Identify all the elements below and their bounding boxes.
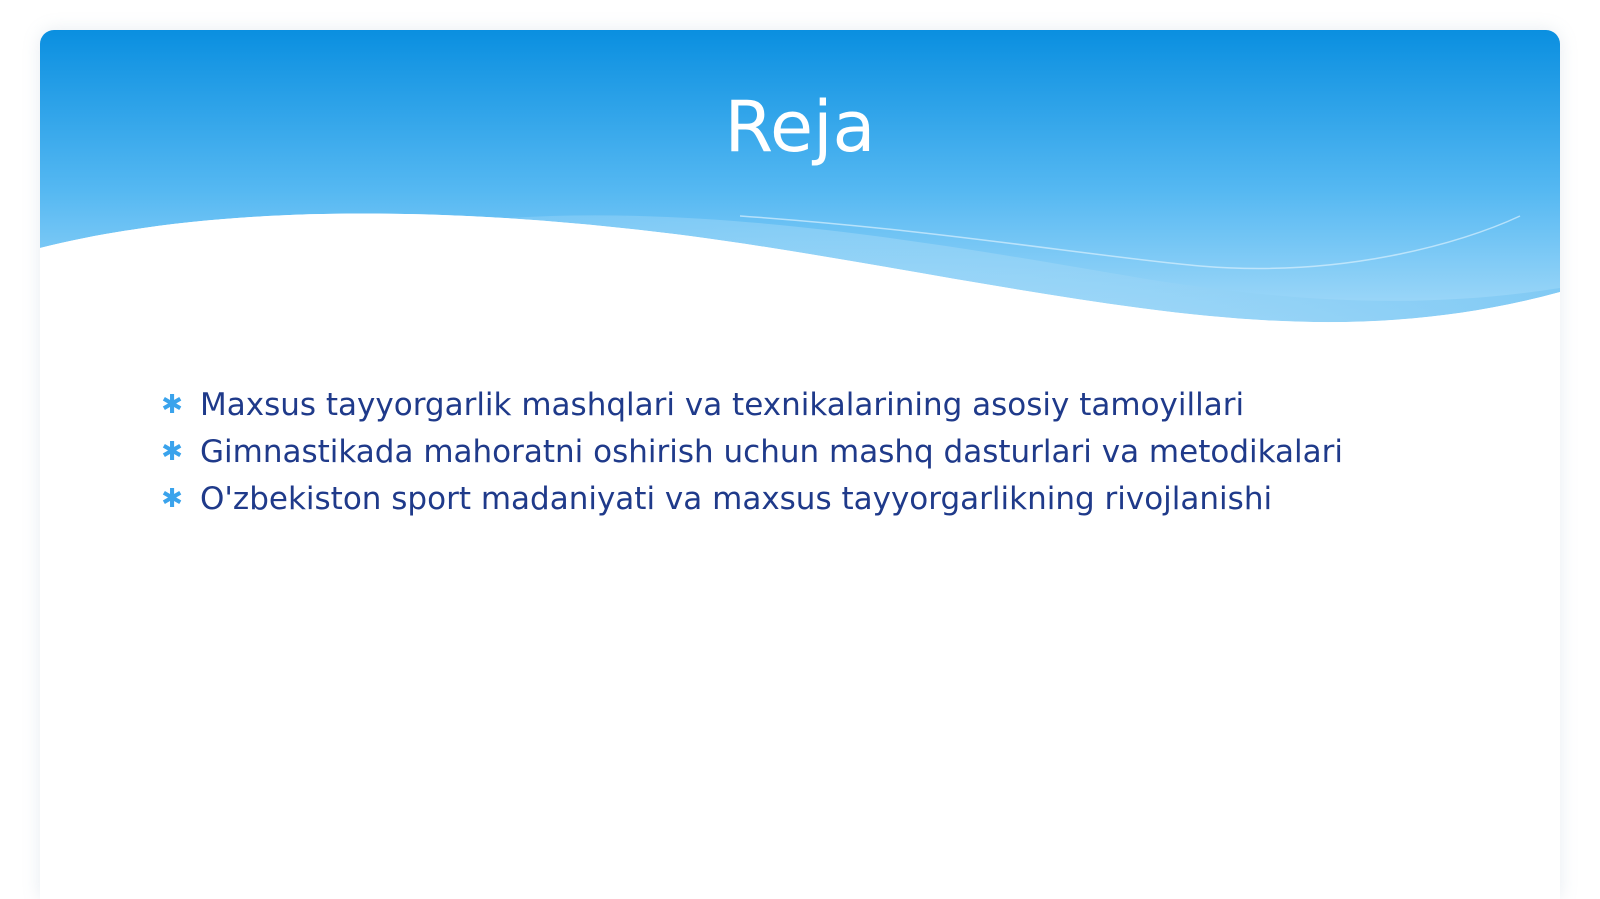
header-wave-banner (40, 30, 1560, 370)
bullet-list (160, 382, 1540, 523)
asterisk-bullet-icon: ✱ (161, 390, 183, 420)
bullet-text: O'zbekiston sport madaniyati va maxsus tayyorgarlikning rivojlanishi (200, 481, 1273, 517)
bullet-text: Maxsus tayyorgarlik mashqlari va texnikalarining asosiy tamoyillari (200, 387, 1245, 423)
asterisk-bullet-icon: ✱ (161, 437, 183, 467)
list-item (160, 382, 1540, 429)
asterisk-bullet-icon: ✱ (161, 484, 183, 514)
list-item (160, 429, 1540, 476)
slide (40, 30, 1560, 899)
list-item (160, 476, 1540, 523)
bullet-text: Gimnastikada mahoratni oshirish uchun mashq dasturlari va metodikalari (200, 434, 1343, 470)
slide-title: Reja (724, 86, 876, 168)
